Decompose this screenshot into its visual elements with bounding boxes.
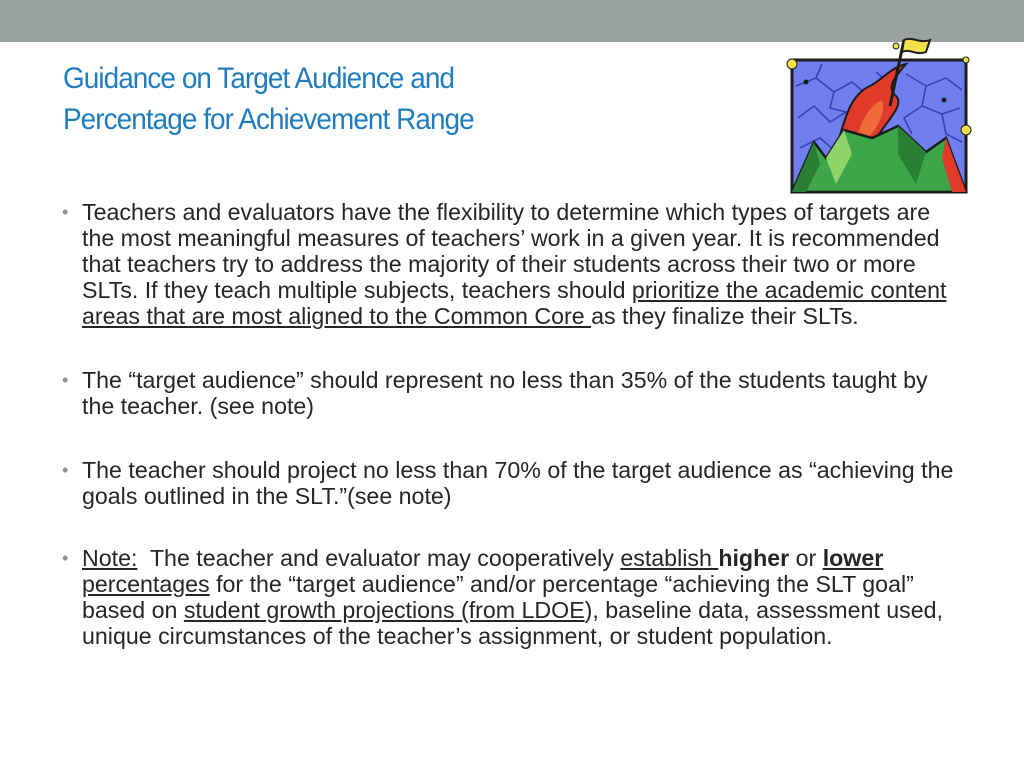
slide-title — [63, 58, 714, 140]
lower-text: lower — [822, 545, 884, 571]
percentages-text: percentages — [82, 571, 210, 597]
bullet-note — [62, 545, 962, 649]
note-text-3: ), baseline data, assessment used, unique circumstances of the teacher’s assignment, or student population. — [82, 597, 943, 649]
bullet-list — [62, 199, 962, 687]
bullet-flexibility — [62, 199, 962, 329]
slide-title-line-1: Guidance on Target Audience and — [63, 62, 455, 95]
bullet-3-text: The teacher should project no less than 70% of the target audience as “achieving the goals outlined in the SLT.”(see note) — [82, 457, 954, 509]
note-text-1: The teacher and evaluator may cooperatively — [137, 545, 621, 571]
bullet-target-audience — [62, 367, 962, 419]
prioritize-link-text: prioritize the academic content areas that are most aligned to the Common Core — [82, 277, 947, 329]
bullet-2-text: The “target audience” should represent no less than 35% of the students taught by the teacher. (see note) — [82, 367, 928, 419]
slide-title-line-2: Percentage for Achievement Range — [63, 103, 474, 136]
note-label: Note: — [82, 545, 138, 571]
mountain-summit-flag-icon — [786, 34, 976, 196]
establish-text: establish — [620, 545, 719, 571]
growth-projections-text: student growth projections (from LDOE — [183, 597, 585, 623]
higher-text: higher — [718, 545, 790, 571]
or-text: or — [789, 545, 823, 571]
bullet-achievement-projection — [62, 457, 962, 509]
bullet-1-text-2: as they finalize their SLTs. — [591, 303, 859, 329]
bullet-1-text-1: Teachers and evaluators have the flexibility to determine which types of targets are the most meaningful measures of teachers’ work in a given year. It is recommended that teachers try to address the majority of their students across their two or more SLTs. If they teach multiple subjects, teachers should — [82, 199, 940, 303]
note-text-2: for the “target audience” and/or percentage “achieving the SLT goal” based on — [82, 571, 914, 623]
